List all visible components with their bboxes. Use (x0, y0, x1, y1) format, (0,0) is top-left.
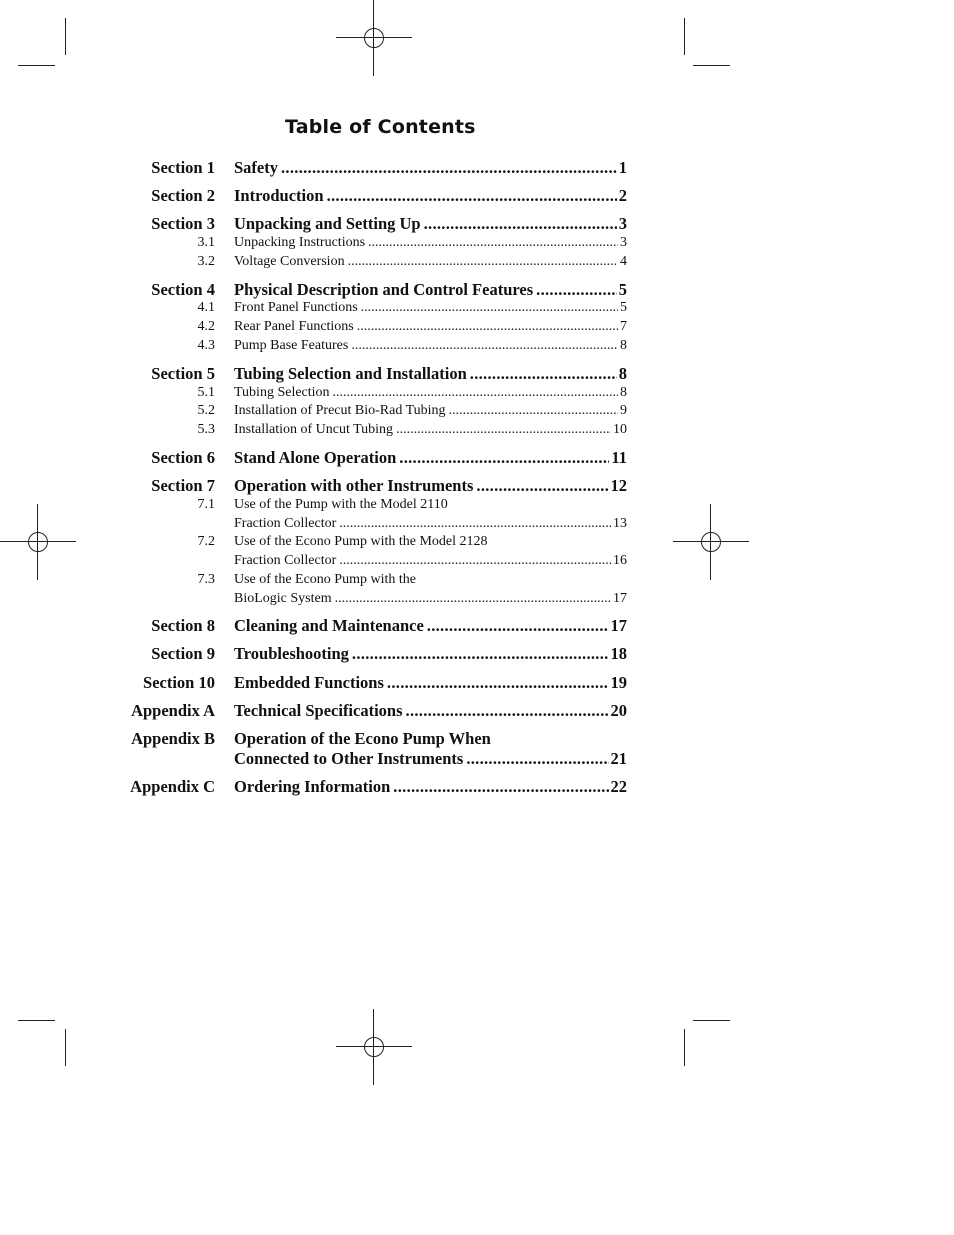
crop-mark-bottom-right-v (684, 1029, 685, 1066)
toc-entry-page: 5 (618, 280, 627, 299)
toc-entry-label: Section 7 (151, 476, 215, 495)
toc-entry-title-line-2: Fraction Collector (234, 552, 337, 568)
toc-entry-title-line-1: Use of the Econo Pump with the (234, 572, 416, 587)
toc-entry-section-2 (100, 186, 627, 206)
toc-entry-label: 4.2 (197, 319, 215, 334)
toc-entry-title: Voltage Conversion (234, 254, 345, 269)
toc-entry-page: 7 (620, 319, 627, 334)
toc-entry-page: 19 (610, 673, 627, 692)
toc-entry-title-line-2: BioLogic System (234, 590, 332, 606)
toc-entry-title: Embedded Functions (234, 673, 384, 692)
toc-entry-subsection-4-2 (100, 318, 627, 336)
toc-entry-title: Tubing Selection and Installation (234, 364, 467, 383)
crop-mark-top-left-h (18, 65, 55, 66)
toc-entry-page: 10 (613, 422, 627, 437)
toc-entry-page: 8 (618, 364, 627, 383)
toc-entry-subsection-7-3 (100, 571, 627, 608)
toc-entry-appendix-c (100, 777, 627, 797)
toc-entry-label: 5.3 (197, 422, 215, 437)
registration-mark-left (0, 504, 76, 580)
toc-entry-title-line-1: Operation of the Econo Pump When (234, 729, 491, 748)
toc-entry-subsection-4-1 (100, 299, 627, 317)
toc-entry-label: Appendix B (131, 729, 215, 748)
toc-entry-subsection-5-1 (100, 384, 627, 402)
toc-entry-page: 17 (610, 616, 627, 635)
toc-entry-section-1 (100, 158, 627, 178)
crop-mark-top-right-h (693, 65, 730, 66)
toc-entry-title: Technical Specifications (234, 701, 403, 720)
toc-entry-label: Section 2 (151, 186, 215, 205)
toc-entry-page: 8 (620, 385, 627, 400)
toc-entry-page: 3 (620, 235, 627, 250)
toc-entry-page: 1 (618, 158, 627, 177)
toc-entry-label: 7.3 (197, 572, 215, 587)
toc-entry-label: Appendix A (131, 701, 215, 720)
toc-entry-subsection-3-2 (100, 253, 627, 271)
toc-entry-page: 18 (610, 644, 627, 663)
toc-entry-label: 5.1 (197, 385, 215, 400)
toc-entry-title: Rear Panel Functions (234, 319, 354, 334)
toc-entry-label: Section 5 (151, 364, 215, 383)
toc-entry-section-5 (100, 364, 627, 384)
toc-entry-section-7 (100, 476, 627, 496)
toc-entry-section-9 (100, 644, 627, 664)
toc-entry-page: 4 (620, 254, 627, 269)
toc-entry-page: 21 (610, 749, 627, 768)
toc-entry-subsection-7-1 (100, 496, 627, 533)
toc-entry-appendix-a (100, 701, 627, 721)
toc-entry-page: 13 (613, 515, 627, 531)
toc-entry-page: 16 (613, 552, 627, 568)
toc-entry-label: 3.1 (197, 235, 215, 250)
toc-entry-title: Ordering Information (234, 777, 391, 796)
toc-entry-page: 17 (613, 590, 627, 606)
toc-entry-section-6 (100, 448, 627, 468)
toc-entry-label: 3.2 (197, 254, 215, 269)
toc-entry-title-line-2: Fraction Collector (234, 515, 337, 531)
crop-mark-top-left-v (65, 18, 66, 55)
toc-entry-subsection-4-3 (100, 337, 627, 355)
toc-entry-title-line-2: Connected to Other Instruments (234, 749, 464, 768)
toc-entry-label: 7.2 (197, 534, 215, 549)
toc-entry-label: 5.2 (197, 403, 215, 418)
toc-entry-label: Section 3 (151, 214, 215, 233)
toc-entry-title: Installation of Uncut Tubing (234, 422, 394, 437)
toc-entry-title: Safety (234, 158, 278, 177)
toc-entry-subsection-5-2 (100, 402, 627, 420)
toc-entry-title: Installation of Precut Bio-Rad Tubing (234, 403, 446, 418)
toc-entry-section-10 (100, 673, 627, 693)
toc-entry-title: Unpacking Instructions (234, 235, 366, 250)
toc-entry-label: Section 1 (151, 158, 215, 177)
toc-entry-title: Cleaning and Maintenance (234, 616, 424, 635)
crop-mark-bottom-left-h (18, 1020, 55, 1021)
toc-entry-title: Unpacking and Setting Up (234, 214, 421, 233)
toc-entry-page: 3 (618, 214, 627, 233)
toc-entry-label: Section 6 (151, 448, 215, 467)
toc-entry-appendix-b (100, 729, 627, 769)
toc-entry-page: 12 (610, 476, 627, 495)
toc-entry-title: Tubing Selection (234, 385, 330, 400)
registration-mark-top (336, 0, 412, 76)
toc-entry-title: Pump Base Features (234, 338, 349, 353)
toc-entry-title: Front Panel Functions (234, 300, 358, 315)
crop-mark-top-right-v (684, 18, 685, 55)
registration-mark-right (673, 504, 749, 580)
toc-entry-page: 5 (620, 300, 627, 315)
page-title: Table of Contents (285, 116, 476, 138)
toc-entry-title: Stand Alone Operation (234, 448, 397, 467)
toc-entry-label: Section 10 (143, 673, 215, 692)
toc-entry-subsection-3-1 (100, 234, 627, 252)
toc-entry-title: Introduction (234, 186, 324, 205)
toc-entry-section-3 (100, 214, 627, 234)
toc-entry-section-8 (100, 616, 627, 636)
toc-entry-section-4 (100, 280, 627, 300)
toc-entry-page: 22 (610, 777, 627, 796)
toc-entry-page: 8 (620, 338, 627, 353)
toc-entry-page: 11 (611, 448, 627, 467)
crop-mark-bottom-right-h (693, 1020, 730, 1021)
toc-entry-label: Section 4 (151, 280, 215, 299)
toc-entry-label: Section 8 (151, 616, 215, 635)
toc-entry-page: 2 (618, 186, 627, 205)
toc-entry-title: Physical Description and Control Features (234, 280, 534, 299)
toc-entry-label: 7.1 (197, 497, 215, 512)
toc-entry-title: Operation with other Instruments (234, 476, 474, 495)
toc-entry-page: 9 (620, 403, 627, 418)
toc-entry-label: 4.1 (197, 300, 215, 315)
registration-mark-bottom (336, 1009, 412, 1085)
toc-entry-label: 4.3 (197, 338, 215, 353)
crop-mark-bottom-left-v (65, 1029, 66, 1066)
toc-entry-label: Appendix C (130, 777, 215, 796)
toc-entry-subsection-5-3 (100, 421, 627, 439)
toc-entry-label: Section 9 (151, 644, 215, 663)
toc-entry-title-line-1: Use of the Pump with the Model 2110 (234, 497, 448, 512)
toc-entry-subsection-7-2 (100, 533, 627, 570)
toc-entry-page: 20 (610, 701, 627, 720)
toc-entry-title: Troubleshooting (234, 644, 349, 663)
toc-entry-title-line-1: Use of the Econo Pump with the Model 2128 (234, 534, 488, 549)
